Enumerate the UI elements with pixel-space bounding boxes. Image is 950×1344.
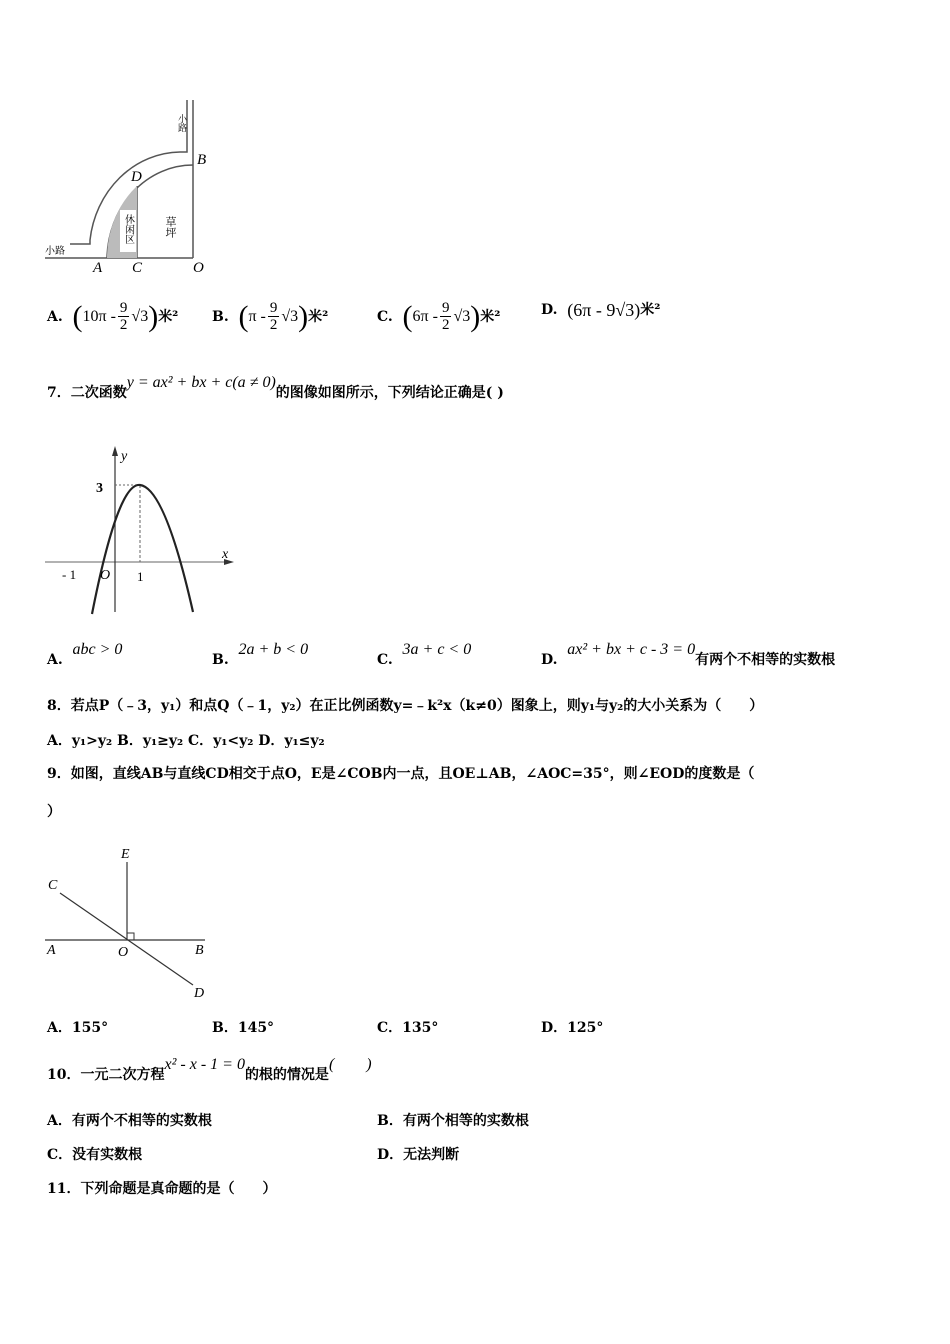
svg-text:D: D (194, 986, 205, 1001)
label-rest: 休闲区 (122, 214, 134, 244)
q7-question: 7．二次函数y = ax² + bx + c(a ≠ 0)的图像如图所示，下列结论正确是( ) (47, 374, 504, 401)
q9-option-b[interactable]: B．145° (212, 1020, 275, 1036)
q8-options[interactable]: A．y₁>y₂ B．y₁≥y₂ C．y₁<y₂ D．y₁≤y₂ (47, 733, 325, 749)
label-B: B (197, 152, 207, 168)
q7-option-c[interactable]: C. 3a + c < 0 (377, 641, 472, 668)
svg-text:O: O (118, 945, 129, 960)
svg-text:x: x (222, 547, 229, 562)
q9-option-c[interactable]: C．135° (377, 1020, 439, 1036)
q7-option-a[interactable]: A. abc > 0 (47, 641, 123, 668)
q10-option-b[interactable]: B．有两个相等的实数根 (377, 1113, 529, 1129)
q10-question: 10．一元二次方程x² - x - 1 = 0的根的情况是( ) (47, 1056, 372, 1083)
svg-text:B: B (195, 943, 204, 958)
q6-option-a[interactable]: A. ( 10π - $\frac{9}{2}$ √3 ) 米² (47, 299, 179, 333)
svg-text:C: C (48, 878, 58, 893)
svg-text:y: y (121, 449, 128, 464)
q11-question: 11．下列命题是真命题的是（ ） (47, 1181, 277, 1197)
q6-option-c[interactable]: C. ( 6π - $\frac{9}{2}$ √3 ) 米² (377, 299, 501, 333)
q8-question: 8．若点P（﹣3，y₁）和点Q（﹣1，y₂）在正比例函数y=﹣k²x（k≠0）图象上，则y₁与y₂的大小关系为（ ） (47, 698, 764, 714)
label-C: C (132, 260, 143, 276)
q10-option-a[interactable]: A．有两个不相等的实数根 (47, 1113, 212, 1129)
q9-option-d[interactable]: D．125° (541, 1020, 604, 1036)
svg-text:3: 3 (96, 481, 103, 496)
svg-text:O: O (100, 568, 111, 583)
q7-option-d[interactable]: D. ax² + bx + c - 3 = 0有两个不相等的实数根 (541, 641, 836, 668)
q9-question-end: ） (47, 804, 61, 820)
q9-question: 9．如图，直线AB与直线CD相交于点O，E是∠COB内一点，且OE⊥AB，∠AOC=35°，则∠EOD的度数是（ (47, 766, 755, 782)
q9-option-a[interactable]: A．155° (47, 1020, 109, 1036)
svg-text:A: A (47, 943, 56, 958)
q10-option-c[interactable]: C．没有实数根 (47, 1147, 143, 1163)
label-D: D (131, 169, 142, 185)
svg-text:1: 1 (137, 569, 144, 584)
label-A: A (93, 260, 103, 276)
q7-option-b[interactable]: B. 2a + b < 0 (212, 641, 309, 668)
label-O: O (193, 260, 204, 276)
q6-option-b[interactable]: B. ( π - $\frac{9}{2}$ √3 ) 米² (212, 299, 329, 333)
q10-option-d[interactable]: D．无法判断 (377, 1147, 460, 1163)
label-lawn: 草坪 (164, 216, 176, 238)
label-path-left: 小路 (45, 246, 65, 257)
q6-option-d[interactable]: D. (6π - 9√3) 米² (541, 300, 661, 320)
label-path-top: 小路 (177, 114, 187, 132)
svg-text:- 1: - 1 (62, 567, 77, 582)
svg-text:E: E (121, 847, 130, 862)
